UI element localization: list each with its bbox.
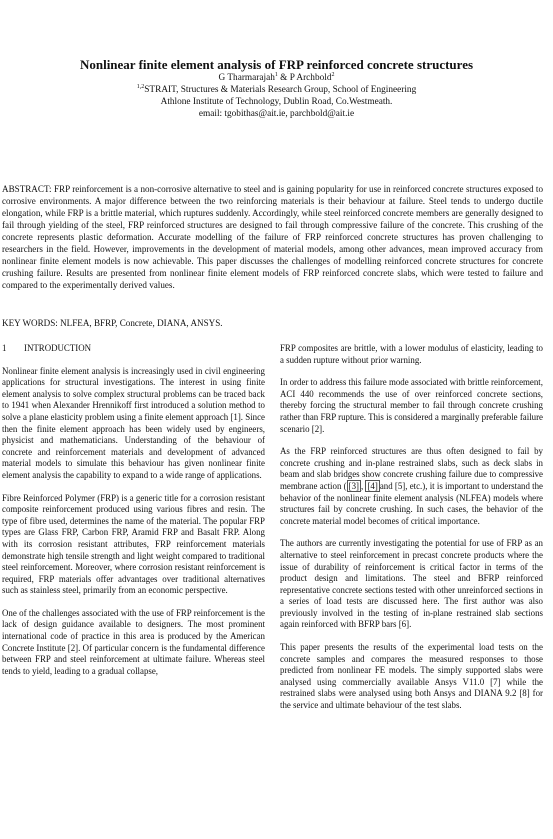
paper-title: Nonlinear finite element analysis of FRP reinforced concrete structures	[79, 57, 474, 72]
intro-paragraph-3: One of the challenges associated with the use of FRP reinforcement is the lack of design guidance available to designers. The most prominent international code of practice in this area is produced by the American Concrete Institute [2]. Of particular concern is the fundamental difference between FRP and steel reinforcement at ultimate failure. Whereas steel tends to yield, leading to a gradual collapse,	[2, 607, 265, 676]
reference-link-3[interactable]: [3]	[348, 480, 359, 491]
author-1-name: G Tharmarajah	[218, 73, 275, 83]
right-paragraph-3	[280, 446, 543, 527]
keywords: KEY WORDS: NLFEA, BFRP, Concrete, DIANA, ANSYS.	[2, 318, 223, 328]
affiliation-superscript: 1,2	[136, 83, 145, 90]
author-2-superscript: 2	[331, 71, 335, 78]
right-paragraph-2: In order to address this failure mode associated with brittle reinforcement, ACI 440 recommends the use of over reinforced concrete sections, thereby forcing the structural member to fail through concrete crushing rather than FRP rupture. This is considered a marginally preferable failure scenario [2].	[280, 377, 543, 434]
section-heading	[2, 343, 265, 355]
section-title: INTRODUCTION	[24, 343, 92, 353]
intro-paragraph-1: Nonlinear finite element analysis is increasingly used in civil engineering applications for structural investigations. The interest in using finite element analysis to solve complex structural problems can be traced back to 1941 when Alexander Hrennikoff first introduced a solution method to solve a plane elasticity problem using a finite element approach [1]. Since then the finite element approach has been widely used by engineers, physicist and mathematicians. Understanding of the behaviour of concrete and reinforcement materials and development of advanced material models to simulate this behaviour has given nonlinear finite element analysis the capability to expand to a wide range of applications.	[2, 365, 265, 480]
left-column	[2, 343, 265, 688]
author-1-superscript: 1	[274, 71, 278, 78]
right-paragraph-3-text-c: and [5], etc.), it is important to understand the behavior of the nonlinear finite element analysis (NLFEA) models where structures fail by concrete crushing. In such cases, the behavior of the concrete material model becomes of critical importance.	[280, 480, 543, 526]
section-number: 1	[2, 343, 7, 353]
affiliation-line	[0, 84, 553, 96]
author-line	[0, 72, 553, 84]
right-paragraph-4: The authors are currently investigating the potential for use of FRP as an alternative to steel reinforcement in precast concrete products where the issue of durability of reinforcement is critical factor in terms of the product design and limitations. The steel and BFRP reinforced representative concrete sections tested with other unreinforced sections in a series of load tests are discussed here. The first author was also previously involved in the testing of in-plane restrained slab sections again reinforced with BFRP bars [6].	[280, 538, 543, 630]
right-paragraph-1: FRP composites are brittle, with a lower modulus of elasticity, leading to a sudden rupture without prior warning.	[280, 343, 543, 365]
reference-link-4[interactable]: [4]	[367, 480, 378, 491]
author-separator: & P Archbold	[277, 73, 332, 83]
abstract: ABSTRACT: FRP reinforcement is a non-corrosive alternative to steel and is gaining popularity for use in reinforced concrete structures exposed to corrosive environments. A major difference between the two reinforcing materials is their behaviour at failure. Steel tends to undergo ductile elongation, while FRP is a brittle material, which ruptures suddenly. Accordingly, while steel reinforced concrete members are generally designed to fail through yielding of the steel, FRP reinforced structures are designed to fail through compressive failure of the concrete. This crushing of the concrete represents plastic deformation. Accurate modelling of the failure of FRP reinforced concrete structures has proven challenging to researchers in the field. However, improvements in the development of material models, among other advances, mean improved accuracy from nonlinear finite element models is now achievable. This paper discusses the challenges of modelling reinforced concrete structures for concrete crushing failure. Results are presented from nonlinear finite element models of FRP reinforced concrete slabs, which were tested to failure and compared to the experimentally derived values.	[2, 184, 543, 290]
right-paragraph-3-text-b: ,	[360, 480, 366, 491]
intro-paragraph-2: Fibre Reinforced Polymer (FRP) is a generic title for a corrosion resistant composite reinforcement produced using various fibres and resin. The type of fibre used, determines the name of the material. The popular FRP types are Glass FRP, Carbon FRP, Aramid FRP and Basalt FRP. Along with its corrosion resistant attributes, FRP reinforcement materials demonstrate high tensile strength and light weight compared to traditional steel reinforcement. Moreover, where corrosion resistant reinforcement is required, FRP materials offer advantages over traditional alternatives such as stainless steel, primarily from an economic perspective.	[2, 492, 265, 596]
right-paragraph-5: This paper presents the results of the experimental load tests on the concrete samples and compares the measured responses to those predicted from nonlinear FE models. The simply supported slabs were analysed using commercially available Ansys V11.0 [7] while the restrained slabs were analysed using both Ansys and DIANA 9.2 [8] for the service and ultimate behaviour of the test slabs.	[280, 642, 543, 711]
institute-line: Athlone Institute of Technology, Dublin Road, Co.Westmeath.	[160, 97, 393, 107]
affiliation-text: STRAIT, Structures & Materials Research Group, School of Engineering	[144, 85, 417, 95]
right-paragraph-3-text-a: As the FRP reinforced structures are thus often designed to fail by concrete crushing and in-plane restrained slabs, such as deck slabs in beam and slab bridges show concrete crushing failure due to compressive membrane action (	[280, 446, 543, 491]
email-line: email: tgobithas@ait.ie, parchbold@ait.ie	[198, 109, 355, 119]
right-column	[280, 343, 543, 723]
